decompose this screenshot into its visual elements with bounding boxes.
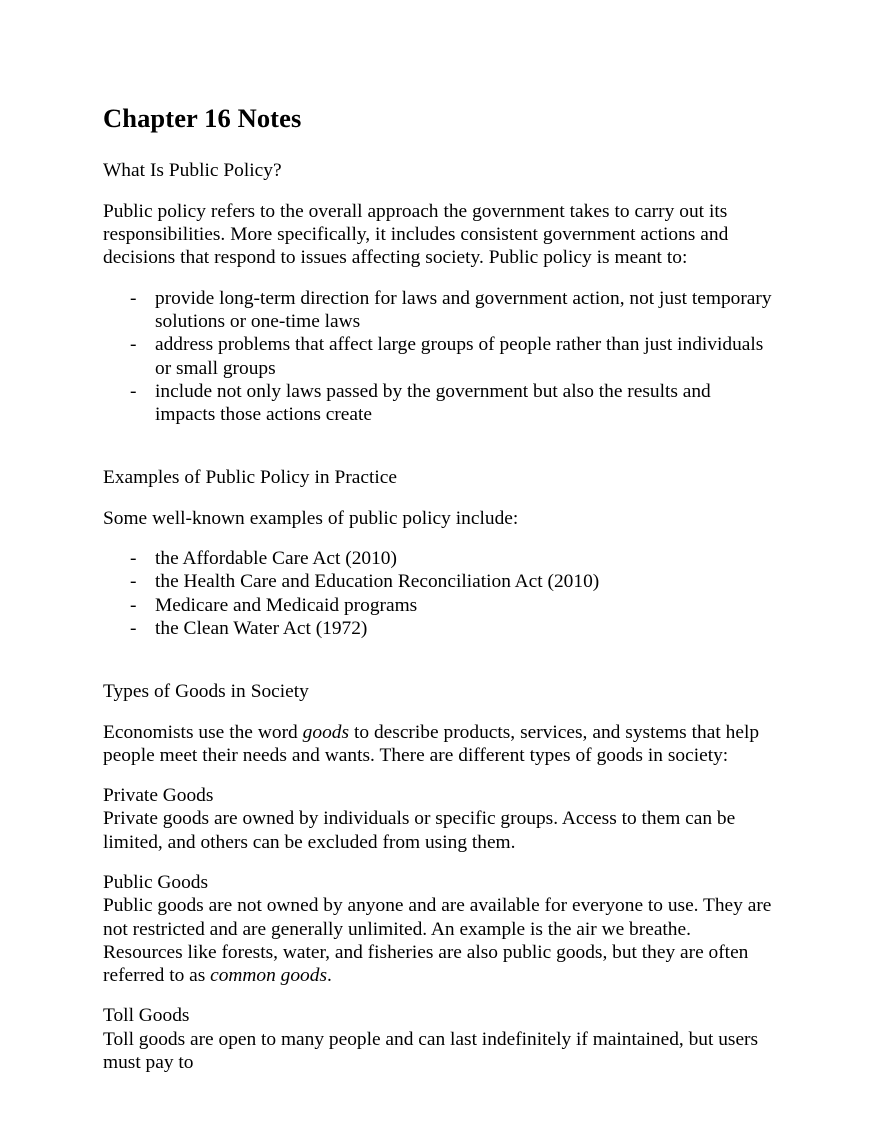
paragraph-gap [103,490,775,507]
dash-bullet-icon: - [130,287,137,309]
common-goods-italic-term: common goods [210,965,327,987]
list-item-text: include not only laws passed by the government but also the results and impacts those actions create [155,380,711,426]
paragraph-gap [103,270,775,287]
list-item-text: provide long-term direction for laws and government action, not just temporary solutions or one-time laws [155,287,772,332]
paragraph-gap [103,854,775,871]
list-item-text: the Affordable Care Act (2010) [155,548,397,570]
dash-bullet-icon: - [130,548,137,570]
paragraph-gap [103,767,775,784]
list-item [103,570,775,593]
section-gap [103,640,775,680]
subsection-body-toll-goods: Toll goods are open to many people and can last indefinitely if maintained, but users must pay to [103,1028,759,1074]
goods-italic-term: goods [302,721,349,743]
dash-bullet-icon: - [130,571,137,593]
paragraph-examples-intro: Some well-known examples of public policy include: [103,507,519,529]
subsection-body-public-goods [103,894,775,987]
paragraph-gap [103,987,775,1004]
section-heading-what-is-public-policy: What Is Public Policy? [103,160,282,182]
section-heading-examples-of-public-policy: Examples of Public Policy in Practice [103,467,397,489]
section-heading-types-of-goods: Types of Goods in Society [103,681,309,703]
list-item [103,287,775,334]
paragraph-gap [103,704,775,721]
subsection-label-toll-goods: Toll Goods [103,1005,190,1027]
paragraph-goods-intro [103,721,775,768]
list-item-text: the Clean Water Act (1972) [155,617,368,639]
paragraph-gap [103,530,775,547]
title-spacer [103,133,775,159]
dash-bullet-icon: - [130,380,137,402]
list-item [103,333,775,380]
public-goods-part2: . [327,965,332,987]
list-item-text: the Health Care and Education Reconciliation Act (2010) [155,571,600,593]
dash-bullet-icon: - [130,334,137,356]
list-item-text: address problems that affect large groups of people rather than just individuals or small groups [155,334,764,379]
list-public-policy-examples [103,547,775,640]
list-item [103,594,775,617]
list-item [103,547,775,570]
list-item [103,380,775,427]
goods-intro-part2: to describe products, services, and systems that help people meet their needs and wants. There are different types of goods in society: [103,721,760,766]
list-item [103,617,775,640]
paragraph-public-policy-intro: Public policy refers to the overall approach the government takes to carry out its responsibilities. More specifically, it includes consistent government actions and decisions that respond to issues affecting society. Public policy is meant to: [103,200,729,269]
list-public-policy-traits [103,287,775,427]
subsection-body-private-goods: Private goods are owned by individuals or specific groups. Access to them can be limited, and others can be excluded from using them. [103,808,736,853]
public-goods-part1: Public goods are not owned by anyone and are available for everyone to use. They are not restricted and are generally unlimited. An example is the air we breathe. Resources like forests, water, and fisheries are also public goods, but they are often referred to as [103,895,772,987]
subsection-label-public-goods: Public Goods [103,872,209,893]
page-title: Chapter 16 Notes [103,103,302,133]
goods-intro-part1: Economists use the word [103,721,303,743]
dash-bullet-icon: - [130,594,137,616]
list-item-text: Medicare and Medicaid programs [155,594,418,616]
section-gap [103,426,775,466]
dash-bullet-icon: - [130,617,137,639]
paragraph-gap [103,183,775,200]
subsection-label-private-goods: Private Goods [103,785,214,807]
